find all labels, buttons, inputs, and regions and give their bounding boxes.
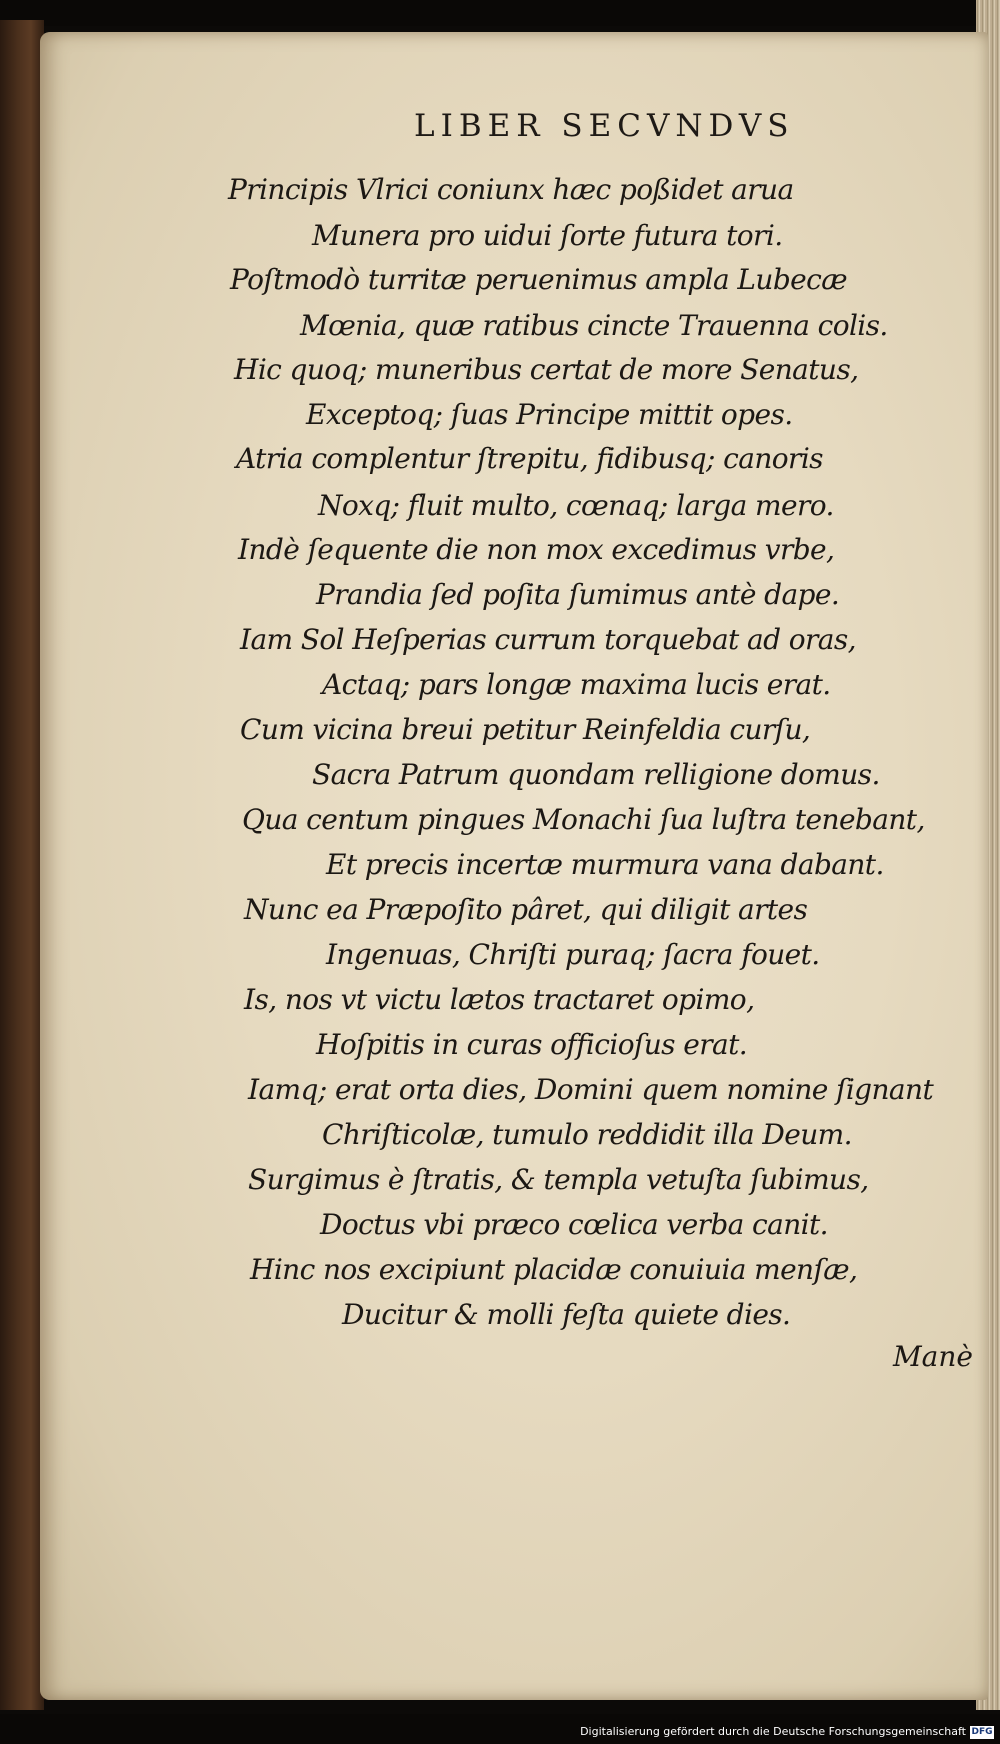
verse-line: Munera pro uidui ſorte futura tori. (312, 219, 783, 252)
verse-line: Iam Sol Heſperias currum torquebat ad oras, (240, 623, 856, 656)
verse-line: Doctus vbi præco cœlica verba canit. (320, 1208, 828, 1241)
verse-line: Ingenuas, Chriſti puraq; ſacra fouet. (326, 938, 820, 971)
verse-line: Exceptoq; ſuas Principe mittit opes. (306, 398, 793, 431)
verse-line: Noxq; fluit multo, cœnaq; larga mero. (318, 489, 834, 522)
verse-line: Ducitur & molli feſta quiete dies. (342, 1298, 791, 1331)
verse-line: Atria complentur ſtrepitu, fidibusq; canoris (236, 442, 823, 475)
verse-line: Hoſpitis in curas officioſus erat. (316, 1028, 748, 1061)
digitization-footer (0, 1714, 1000, 1744)
verse-line: Hinc nos excipiunt placidæ conuiuia menſæ, (250, 1253, 858, 1286)
verse-line: Et precis incertæ murmura vana dabant. (326, 848, 884, 881)
verse-line: Nunc ea Præpoſito pâret, qui diligit artes (244, 893, 808, 926)
catchword: Manè (893, 1340, 973, 1373)
verse-line: Is, nos vt victu lætos tractaret opimo, (244, 983, 755, 1016)
verse-line: Qua centum pingues Monachi ſua luſtra tenebant, (242, 803, 925, 836)
verse-line: Hic quoq; muneribus certat de more Senatus, (234, 353, 859, 386)
verse-line: Cum vicina breui petitur Reinfeldia curſu, (240, 713, 811, 746)
verse-line: Surgimus è ſtratis, & templa vetuſta ſubimus, (248, 1163, 869, 1196)
running-title: LIBER SECVNDVS (414, 108, 795, 144)
verse-line: Mœnia, quæ ratibus cincte Trauenna colis. (300, 309, 888, 342)
verse-line: Sacra Patrum quondam relligione domus. (312, 758, 880, 791)
verse-line: Prandia ſed poſita ſumimus antè dape. (316, 578, 840, 611)
verse-line: Iamq; erat orta dies, Domini quem nomine ſignant (248, 1073, 934, 1106)
funding-credit: Digitalisierung gefördert durch die Deutsche Forschungsgemeinschaft (580, 1725, 966, 1738)
verse-line: Poſtmodò turritæ peruenimus ampla Lubecæ (230, 263, 847, 296)
verse-line: Indè ſequente die non mox excedimus vrbe, (238, 533, 835, 566)
verse-line: Chriſticolæ, tumulo reddidit illa Deum. (322, 1118, 852, 1151)
verse-line: Actaq; pars longæ maxima lucis erat. (322, 668, 831, 701)
verse-line: Principis Vlrici coniunx hæc poßidet arua (228, 173, 794, 206)
dfg-logo: DFG (971, 1727, 993, 1737)
